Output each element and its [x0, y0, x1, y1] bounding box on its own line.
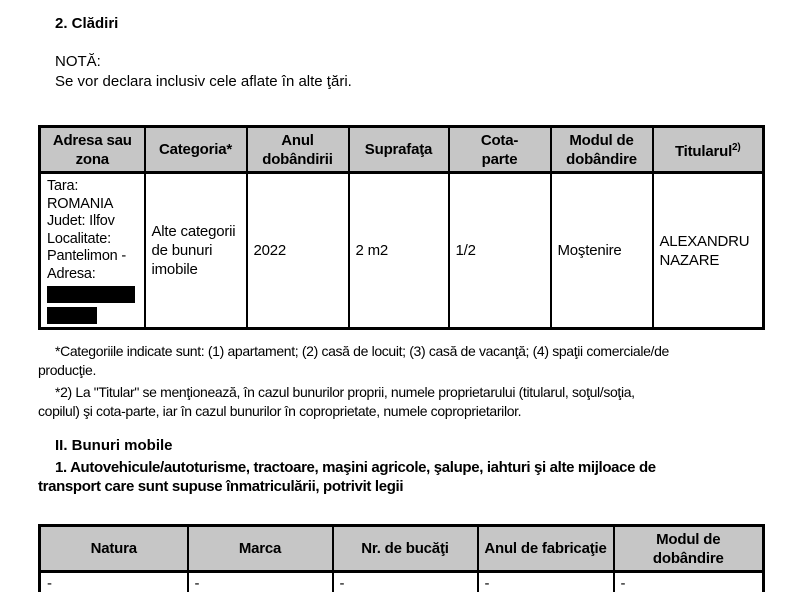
header-titularul-label: Titularul — [674, 143, 733, 160]
header-cota-parte — [449, 127, 551, 173]
cell-share: 1/2 — [449, 173, 551, 329]
auto-note — [38, 458, 762, 496]
auto-note-line-2: transport care sunt supuse înmatriculării, potrivit legii — [38, 478, 404, 495]
titularul-footnote-ref: 2) — [732, 142, 741, 153]
cell-address — [40, 173, 145, 329]
header-anul-fabricatie: Anul de fabricaţie — [478, 526, 614, 572]
buildings-data-row — [40, 173, 764, 329]
cell-surface: 2 m2 — [349, 173, 449, 329]
buildings-header-row — [40, 127, 764, 173]
header-nr-bucati: Nr. de bucăţi — [333, 526, 478, 572]
cell-marca: - — [188, 572, 333, 592]
vehicles-data-row — [40, 572, 764, 592]
auto-note-line-1: 1. Autovehicule/autoturisme, tractoare, maşini agricole, şalupe, iahturi şi alte mijloace de — [55, 459, 656, 476]
section-title-bunuri-mobile: II. Bunuri mobile — [55, 437, 173, 454]
address-line-locality-value: Pantelimon - — [47, 248, 126, 264]
footnote-categories-line-1: *Categoriile indicate sunt: (1) apartament; (2) casă de locuit; (3) casă de vacanţă; (4) spaţii comerciale/de — [55, 343, 669, 359]
header-natura: Natura — [40, 526, 188, 572]
address-line-county: Judet: Ilfov — [47, 213, 115, 229]
cell-nr-bucati: - — [333, 572, 478, 592]
header-adresa: Adresa sau zona — [40, 127, 145, 173]
header-modul-dobandire-label: Modul de dobândire — [566, 131, 637, 168]
cell-category: Alte categorii de bunuri imobile — [145, 173, 247, 329]
cell-year: 2022 — [247, 173, 349, 329]
buildings-table — [38, 125, 765, 330]
cell-holder: ALEXANDRU NAZARE — [653, 173, 764, 329]
footnote-categories — [38, 342, 762, 380]
redaction-bar-address-2 — [47, 307, 97, 324]
cell-modul-dobandire: - — [614, 572, 764, 592]
header-categoria: Categoria* — [145, 127, 247, 173]
redaction-bar-address-1 — [47, 286, 135, 303]
cell-natura: - — [40, 572, 188, 592]
vehicles-table — [38, 524, 765, 592]
address-line-country-value: ROMANIA — [47, 195, 114, 212]
vehicles-header-row — [40, 526, 764, 572]
section-title-cladiri: 2. Clădiri — [55, 15, 119, 32]
note-text: Se vor declara inclusiv cele aflate în alte ţări. — [55, 73, 352, 90]
address-line-locality-label: Localitate: — [47, 230, 111, 247]
footnote-titular-line-1: *2) La "Titular" se menţionează, în cazul bunurilor proprii, numele proprietarului (titularul, soţul/soţia, — [55, 384, 635, 400]
header-modul-dobandire — [551, 127, 653, 173]
cell-anul-fabricatie: - — [478, 572, 614, 592]
header-anul-dobandirii: Anul dobândirii — [247, 127, 349, 173]
header-titularul — [653, 127, 764, 173]
cell-acquisition-mode: Moştenire — [551, 173, 653, 329]
header-modul-dobandire-2 — [614, 526, 764, 572]
footnote-categories-line-2: producţie. — [38, 362, 96, 378]
address-line-street-label: Adresa: — [47, 265, 96, 282]
footnote-titular-line-2: copilul) şi cota-parte, iar în cazul bunurilor în coproprietate, numele coproprietarilor. — [38, 403, 522, 419]
address-line-country: Tara: — [47, 178, 79, 194]
header-marca: Marca — [188, 526, 333, 572]
note-label: NOTĂ: — [55, 53, 101, 70]
header-modul-dobandire-2-label: Modul de dobândire — [652, 530, 724, 567]
header-suprafata: Suprafaţa — [349, 127, 449, 173]
footnote-titular — [38, 383, 762, 421]
header-cota-parte-label: Cota-parte — [480, 131, 519, 168]
